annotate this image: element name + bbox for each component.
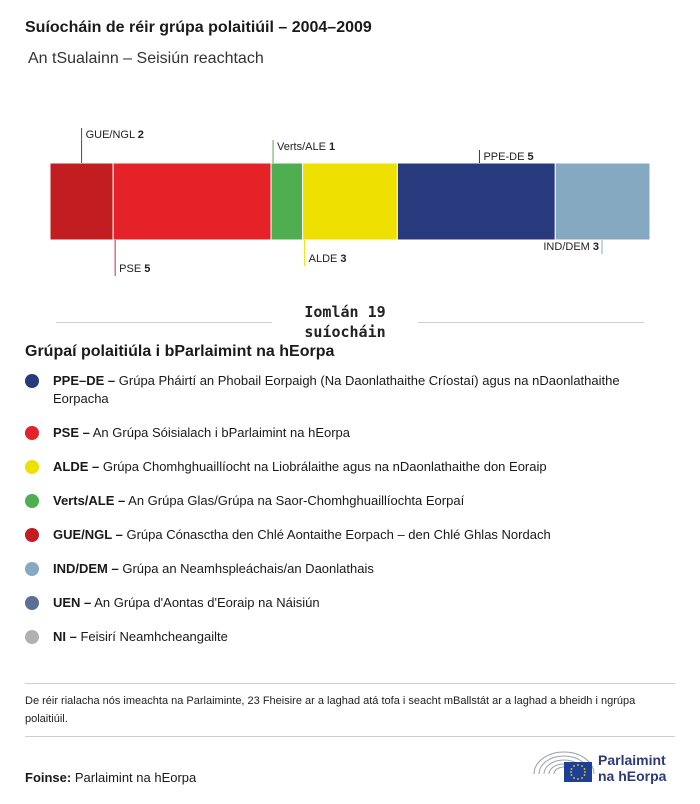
total-divider-left (56, 322, 272, 323)
bar-label-verts-ale (277, 141, 335, 153)
legend-code: UEN – (53, 595, 92, 610)
bar-label-ppe-de (483, 151, 533, 163)
legend-code: Verts/ALE – (53, 493, 126, 508)
legend-description: Grúpa an Neamhspleáchais/an Daonlathais (118, 561, 374, 576)
bar-label-value-pse: 5 (144, 263, 151, 275)
legend-swatch (25, 630, 39, 644)
bar-label-name-pse: PSE (119, 263, 145, 275)
legend-swatch (25, 374, 39, 388)
legend-swatch (25, 528, 39, 542)
legend-swatch (25, 426, 39, 440)
legend-code: ALDE – (53, 459, 100, 474)
legend-code: PPE–DE – (53, 373, 116, 388)
bar-segment-gue-ngl (50, 163, 113, 240)
legend (25, 372, 665, 662)
legend-swatch (25, 494, 39, 508)
legend-description: Grúpa Cónasctha den Chlé Aontaithe Eorpach – den Chlé Ghlas Nordach (122, 527, 551, 542)
bar-label-value-ppe-de: 5 (527, 151, 534, 163)
legend-item (25, 492, 665, 526)
legend-code: GUE/NGL – (53, 527, 123, 542)
legend-title: Grúpaí polaitiúla i bParlaimint na hEorpa (25, 343, 335, 360)
legend-code: PSE – (53, 425, 90, 440)
bar-label-ind-dem (543, 241, 599, 253)
legend-description: Grúpa Pháirtí an Phobail Eorpaigh (Na Daonlathaithe Críostaí) agus na nDaonlathaithe Eorpacha (53, 373, 620, 406)
total-divider-right (418, 322, 644, 323)
legend-item (25, 628, 665, 662)
source-value: Parlaimint na hEorpa (74, 770, 197, 785)
bar-label-name-ppe-de: PPE-DE (483, 151, 528, 163)
logo-line-2: na hEorpa (598, 768, 667, 784)
legend-item (25, 458, 665, 492)
bar-label-value-verts-ale: 1 (329, 141, 336, 153)
bar-segment-pse (113, 163, 271, 240)
bar-segment-ppe-de (397, 163, 555, 240)
footnote: De réir rialacha nós imeachta na Parlaiminte, 23 Fheisire ar a laghad atá tofa i seacht mBallstát ar a laghad a bheidh i ngrúpa polaitiúil. (25, 695, 636, 725)
bar-label-value-ind-dem: 3 (592, 241, 599, 253)
legend-description: An Grúpa d'Aontas d'Eoraip na Náisiún (91, 595, 320, 610)
logo-line-1: Parlaimint (598, 752, 666, 768)
legend-swatch (25, 460, 39, 474)
source-line (25, 770, 196, 785)
legend-item (25, 594, 665, 628)
source-label: Foinse: (25, 770, 72, 785)
logo-wordmark (598, 752, 666, 784)
note-divider-bottom (25, 736, 675, 737)
bar-label-alde (309, 253, 347, 265)
bar-label-name-alde: ALDE (308, 253, 341, 265)
legend-code: NI – (53, 629, 77, 644)
bar-label-name-ind-dem: IND/DEM (543, 241, 593, 253)
legend-swatch (25, 596, 39, 610)
legend-item (25, 372, 665, 424)
note-divider-top (25, 683, 675, 684)
legend-swatch (25, 562, 39, 576)
legend-description: An Grúpa Sóisialach i bParlaimint na hEorpa (89, 425, 351, 440)
chart-subtitle: An tSualainn – Seisiún reachtach (28, 50, 264, 67)
legend-description: Feisirí Neamhcheangailte (76, 629, 228, 644)
stacked-seat-bar-chart (0, 0, 700, 300)
legend-description: Grúpa Chomhghuaillíocht na Liobrálaithe agus na nDaonlathaithe don Eoraip (99, 459, 547, 474)
bar-label-name-gue-ngl: GUE/NGL (85, 129, 138, 141)
bar-segment-alde (303, 163, 398, 240)
total-seats-label: Iomlán 19 suíocháin (304, 303, 386, 341)
bar-label-value-gue-ngl: 2 (137, 129, 144, 141)
bar-label-name-verts-ale: Verts/ALE (277, 141, 330, 153)
bar-label-value-alde: 3 (340, 253, 347, 265)
bar-label-gue-ngl (86, 129, 144, 141)
legend-item (25, 526, 665, 560)
legend-item (25, 560, 665, 594)
chart-title: Suíocháin de réir grúpa polaitiúil – 2004–2009 (25, 19, 372, 36)
bar-segment-ind-dem (555, 163, 650, 240)
bar-segment-verts-ale (271, 163, 303, 240)
bar-label-pse (119, 263, 150, 275)
legend-item (25, 424, 665, 458)
legend-code: IND/DEM – (53, 561, 119, 576)
legend-description: An Grúpa Glas/Grúpa na Saor-Chomhghuaillíochta Eorpaí (125, 493, 465, 508)
